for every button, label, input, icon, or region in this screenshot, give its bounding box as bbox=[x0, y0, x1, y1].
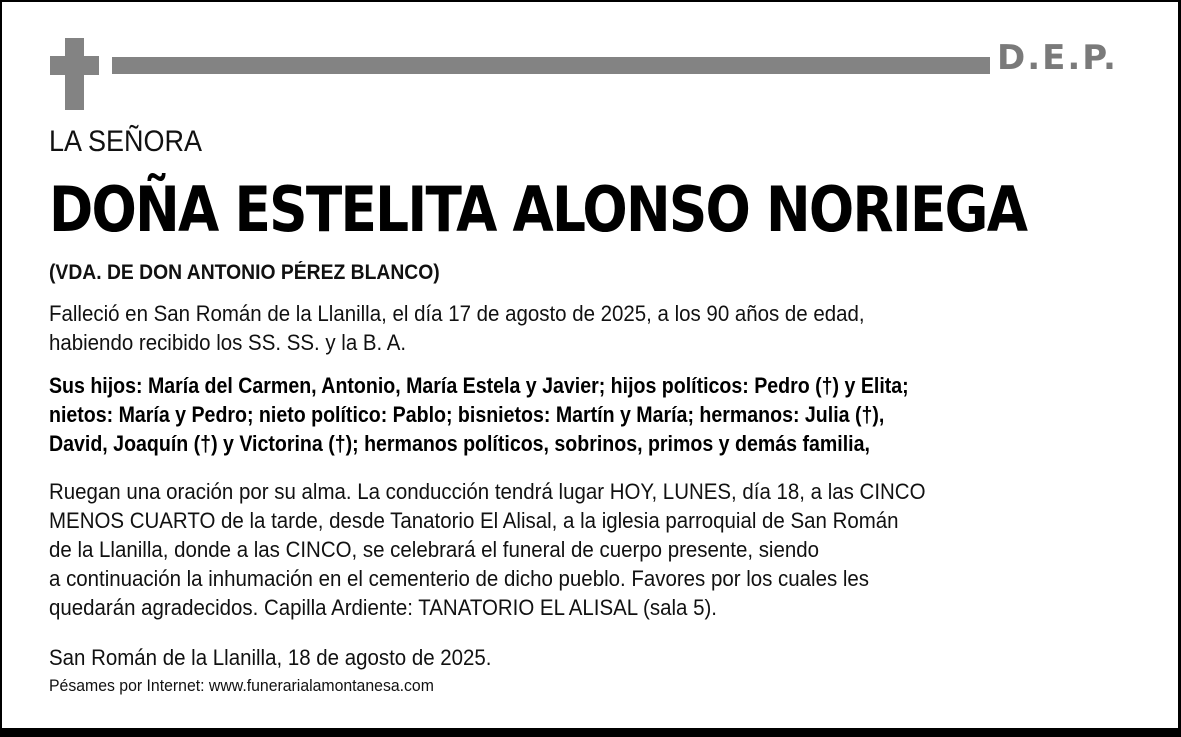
condolences-link: Pésames por Internet: www.funerarialamontanesa.com bbox=[49, 676, 434, 695]
service-line: MENOS CUARTO de la tarde, desde Tanatorio El Alisal, a la iglesia parroquial de San Román bbox=[49, 508, 899, 533]
title-prefix: LA SEÑORA bbox=[49, 125, 203, 158]
service-line: Ruegan una oración por su alma. La conducción tendrá lugar HOY, LUNES, día 18, a las CINCO bbox=[49, 479, 926, 504]
widow-of: (VDA. DE DON ANTONIO PÉREZ BLANCO) bbox=[49, 261, 440, 284]
family-line: David, Joaquín (†) y Victorina (†); hermanos políticos, sobrinos, primos y demás familia, bbox=[49, 431, 870, 456]
death-notice bbox=[49, 299, 865, 357]
cross-icon-bar bbox=[50, 56, 99, 75]
family-line: Sus hijos: María del Carmen, Antonio, María Estela y Javier; hijos políticos: Pedro (†) y Elita; bbox=[49, 373, 909, 398]
service-info bbox=[49, 477, 925, 622]
deceased-name: DOÑA ESTELITA ALONSO NORIEGA bbox=[49, 173, 1027, 246]
family-line: nietos: María y Pedro; nieto político: Pablo; bisnietos: Martín y María; hermanos: Julia (†), bbox=[49, 402, 885, 427]
death-notice-line: Falleció en San Román de la Llanilla, el día 17 de agosto de 2025, a los 90 años de edad, bbox=[49, 301, 865, 326]
obituary-notice bbox=[2, 2, 1178, 728]
place-date: San Román de la Llanilla, 18 de agosto de 2025. bbox=[49, 645, 492, 670]
service-line: quedarán agradecidos. Capilla Ardiente: TANATORIO EL ALISAL (sala 5). bbox=[49, 595, 717, 620]
death-notice-line: habiendo recibido los SS. SS. y la B. A. bbox=[49, 330, 407, 355]
dep-label: D.E.P. bbox=[997, 38, 1118, 78]
service-line: de la Llanilla, donde a las CINCO, se celebrará el funeral de cuerpo presente, siendo bbox=[49, 537, 819, 562]
service-line: a continuación la inhumación en el cementerio de dicho pueblo. Favores por los cuales les bbox=[49, 566, 870, 591]
header-rule bbox=[112, 57, 990, 74]
family-list bbox=[49, 371, 909, 458]
